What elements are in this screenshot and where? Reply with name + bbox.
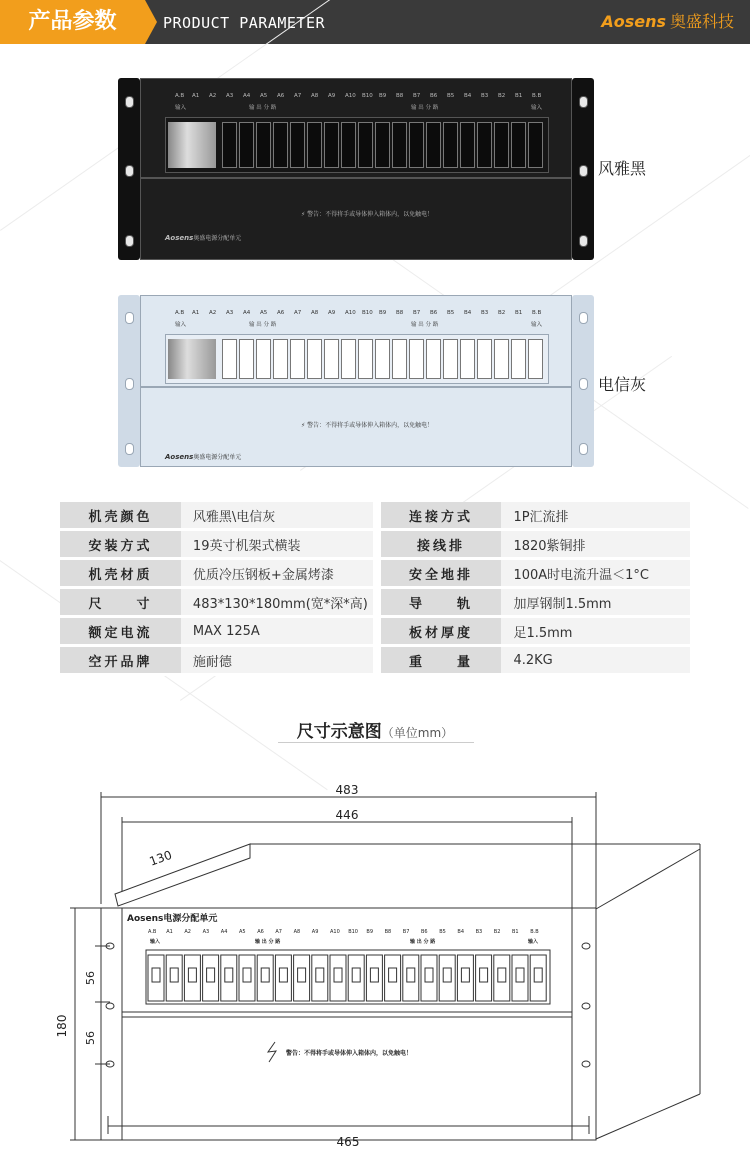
- dim-465-label: 465: [336, 1135, 360, 1149]
- breaker-slot: [375, 122, 390, 168]
- drawing-circuit-label: A5: [239, 929, 246, 935]
- output-word: 输入: [531, 105, 543, 111]
- mount-hole: [125, 443, 134, 455]
- circuit-label: A1: [192, 93, 200, 99]
- color-label-grey: 电信灰: [598, 375, 647, 394]
- spec-value: 1820紫铜排: [501, 531, 690, 560]
- drawing-warning-text: 警告：不得将手或导体伸入箱体内，以免触电！: [286, 1050, 413, 1057]
- breaker-slot: [324, 122, 339, 168]
- circuit-label: A.B: [175, 93, 185, 99]
- breaker-slot: [460, 339, 475, 379]
- breaker-slot: [239, 122, 254, 168]
- circuit-label: A6: [277, 93, 285, 99]
- drawing-circuit-label: A1: [166, 929, 173, 935]
- circuit-label: B8: [396, 310, 404, 316]
- circuit-label: A7: [294, 310, 302, 316]
- header-arrow: [145, 0, 157, 44]
- circuit-label: A6: [277, 310, 285, 316]
- breaker-slot: [511, 122, 526, 168]
- drawing-circuit-label: B1: [512, 929, 519, 935]
- spec-value: 加厚钢制1.5mm: [501, 589, 690, 618]
- drawing-breaker: [312, 955, 328, 1001]
- circuit-label: A10: [345, 310, 356, 316]
- drawing-circuit-label: B10: [348, 929, 358, 935]
- drawing-circuit-label: A7: [275, 929, 283, 935]
- breaker-slot: [426, 339, 441, 379]
- mount-hole: [579, 378, 588, 390]
- spec-row: [60, 589, 690, 618]
- panel-divider: [141, 177, 571, 179]
- mount-hole: [579, 165, 588, 177]
- drawing-breaker: [530, 955, 546, 1001]
- circuit-label: B.B: [532, 93, 542, 99]
- breaker-slot: [273, 339, 288, 379]
- panel-divider: [141, 386, 571, 388]
- drawing-circuit-label: B.B: [530, 929, 539, 935]
- output-word: 输入: [531, 322, 543, 328]
- spec-key: 连接方式: [381, 502, 502, 531]
- drawing-breaker: [366, 955, 382, 1001]
- drawing-breaker: [203, 955, 219, 1001]
- drawing-breaker: [348, 955, 364, 1001]
- drawing-breaker: [330, 955, 346, 1001]
- mount-hole: [579, 443, 588, 455]
- breaker-slot: [443, 122, 458, 168]
- breaker-slot: [426, 122, 441, 168]
- circuit-label: A10: [345, 93, 356, 99]
- breaker-slot: [307, 339, 322, 379]
- drawing-circuit-label: B6: [421, 929, 428, 935]
- circuit-label: B1: [515, 93, 523, 99]
- output-group-label: 输 出 分 路: [411, 322, 439, 328]
- breaker-slot: [392, 339, 407, 379]
- drawing-circuit-label: A4: [220, 929, 228, 935]
- panel-brand: Aosens奥盛电源分配单元: [165, 234, 242, 242]
- drawing-breaker: [403, 955, 419, 1001]
- circuit-label: B8: [396, 93, 404, 99]
- breaker-slots: [222, 122, 545, 168]
- spec-key: 安全地排: [381, 560, 502, 589]
- circuit-label: B4: [464, 93, 472, 99]
- header-title-cn: 产品参数: [0, 0, 145, 44]
- spec-table: [60, 502, 690, 676]
- rack-ear-left: [118, 295, 140, 467]
- drawing-circuit-label: A8: [293, 929, 301, 935]
- output-group-label: 输 出 分 路: [411, 105, 439, 111]
- drawing-breaker: [221, 955, 237, 1001]
- circuit-label: A2: [209, 310, 217, 316]
- header-brand-en: Aosens: [601, 12, 666, 31]
- drawing-circuit-label: B4: [457, 929, 465, 935]
- dim-56-label-top: 56: [84, 971, 97, 985]
- input-word: 输入: [175, 322, 187, 328]
- spec-value: 1P汇流排: [501, 502, 690, 531]
- circuit-label: A3: [226, 93, 234, 99]
- spec-key: 额定电流: [60, 618, 181, 647]
- rack-ear-left: [118, 78, 140, 260]
- breaker-slot: [392, 122, 407, 168]
- drawing-group-label: 输 出 分 路: [255, 939, 281, 945]
- breaker-slot: [290, 122, 305, 168]
- drawing-breaker: [494, 955, 510, 1001]
- drawing-breaker: [476, 955, 492, 1001]
- page-header: [0, 0, 750, 44]
- circuit-label: B7: [413, 93, 421, 99]
- circuit-label: B6: [430, 93, 438, 99]
- drawing-breaker: [166, 955, 182, 1001]
- drawing-breaker: [275, 955, 291, 1001]
- circuit-label: B.B: [532, 310, 542, 316]
- mount-hole: [125, 378, 134, 390]
- rack-ear-right: [572, 78, 594, 260]
- spec-key: 尺 寸: [60, 589, 181, 618]
- spec-gap: [373, 647, 381, 676]
- rack-ear-right: [572, 295, 594, 467]
- circuit-label: B9: [379, 93, 387, 99]
- color-label-black: 风雅黑: [598, 159, 647, 178]
- drawing-breaker: [439, 955, 455, 1001]
- circuit-label: B4: [464, 310, 472, 316]
- breaker-slot: [324, 339, 339, 379]
- drawing-circuit-label: A3: [202, 929, 210, 935]
- drawing-circuit-label: B9: [366, 929, 374, 935]
- breaker-slot: [307, 122, 322, 168]
- front-panel: [101, 908, 596, 1140]
- breaker-slot: [528, 122, 543, 168]
- depth-bar: [115, 844, 250, 906]
- breaker-slot: [477, 339, 492, 379]
- drawing-breaker: [294, 955, 310, 1001]
- spec-row: [60, 531, 690, 560]
- spec-key: 安装方式: [60, 531, 181, 560]
- output-group-label: 输 出 分 路: [249, 322, 277, 328]
- breaker-slot: [341, 339, 356, 379]
- output-group-label: 输 出 分 路: [249, 105, 277, 111]
- circuit-label: A5: [260, 310, 268, 316]
- mount-hole: [579, 312, 588, 324]
- drawing-group-label: 输入: [150, 939, 161, 945]
- warning-text: ⚡ 警告：不得将手或导体伸入箱体内，以免触电！: [301, 211, 434, 218]
- circuit-label: A9: [328, 93, 336, 99]
- spec-value: 施耐德: [181, 647, 373, 676]
- drawing-breaker: [385, 955, 401, 1001]
- mount-hole: [579, 235, 588, 247]
- breaker-slot: [358, 339, 373, 379]
- spec-value: 足1.5mm: [501, 618, 690, 647]
- breaker-slot: [256, 122, 271, 168]
- drawing-circuit-label: A6: [257, 929, 264, 935]
- breaker-slot: [460, 122, 475, 168]
- drawing-circuit-label: A.B: [148, 929, 157, 935]
- breaker-slot-area: [165, 117, 549, 173]
- panel-brand: Aosens奥盛电源分配单元: [165, 453, 242, 461]
- dim-130-label: 130: [147, 847, 174, 869]
- breaker-slot: [409, 122, 424, 168]
- spec-key: 机壳材质: [60, 560, 181, 589]
- circuit-label: B10: [362, 310, 373, 316]
- circuit-label: B2: [498, 93, 506, 99]
- circuit-label: A8: [311, 310, 319, 316]
- circuit-label: B2: [498, 310, 506, 316]
- din-rail: [168, 122, 216, 168]
- header-brand-cn: 奥盛科技: [669, 12, 734, 31]
- drawing-breaker: [148, 955, 164, 1001]
- drawing-breaker: [257, 955, 273, 1001]
- circuit-label: B10: [362, 93, 373, 99]
- mount-hole: [125, 165, 134, 177]
- warning-text: ⚡ 警告：不得将手或导体伸入箱体内，以免触电！: [301, 422, 434, 429]
- circuit-label: B5: [447, 93, 455, 99]
- dimension-drawing: [0, 754, 750, 1154]
- circuit-label: A9: [328, 310, 336, 316]
- spec-value: 优质冷压钢板+金属烤漆: [181, 560, 373, 589]
- spec-key: 空开品牌: [60, 647, 181, 676]
- dimension-title-text: 尺寸示意图: [296, 722, 382, 742]
- spec-row: [60, 560, 690, 589]
- mount-hole: [125, 312, 134, 324]
- spec-gap: [373, 618, 381, 647]
- circuit-label: A8: [311, 93, 319, 99]
- breaker-slot: [375, 339, 390, 379]
- drawing-unit-name: Aosens电源分配单元: [127, 914, 218, 924]
- spec-key: 重 量: [381, 647, 502, 676]
- product-image-black: [118, 78, 594, 260]
- dim-483-label: 483: [335, 783, 359, 797]
- breaker-slot: [273, 122, 288, 168]
- circuit-label: B3: [481, 310, 489, 316]
- breaker-slot: [528, 339, 543, 379]
- spec-row: [60, 647, 690, 676]
- spec-value: 19英寸机架式横装: [181, 531, 373, 560]
- drawing-breaker: [184, 955, 200, 1001]
- breaker-slot: [239, 339, 254, 379]
- spec-value: 4.2KG: [501, 647, 690, 676]
- breaker-slot-area: [165, 334, 549, 384]
- spec-row: [60, 618, 690, 647]
- drawing-circuit-label: B5: [439, 929, 446, 935]
- breaker-slot: [477, 122, 492, 168]
- breaker-slot: [511, 339, 526, 379]
- drawing-circuit-label: B2: [493, 929, 501, 935]
- spec-value: 483*130*180mm(宽*深*高): [181, 589, 373, 618]
- dimension-title: [0, 717, 750, 742]
- din-rail: [168, 339, 216, 379]
- spec-key: 机壳颜色: [60, 502, 181, 531]
- drawing-circuit-label: B3: [475, 929, 483, 935]
- drawing-breaker: [457, 955, 473, 1001]
- panel-body: [140, 295, 572, 467]
- breaker-slot: [341, 122, 356, 168]
- dim-180-label: 180: [55, 1014, 69, 1038]
- drawing-circuit-label: B8: [384, 929, 392, 935]
- dimension-unit: （单位mm）: [381, 726, 454, 740]
- circuit-label: A4: [243, 310, 251, 316]
- breaker-slot: [494, 339, 509, 379]
- spec-row: [60, 502, 690, 531]
- drawing-circuit-label: A9: [311, 929, 319, 935]
- spec-gap: [373, 531, 381, 560]
- breaker-slot: [358, 122, 373, 168]
- breaker-slot: [222, 122, 237, 168]
- drawing-breaker: [239, 955, 255, 1001]
- drawing-group-label: 输入: [528, 939, 539, 945]
- mount-hole: [125, 96, 134, 108]
- breaker-slot: [222, 339, 237, 379]
- drawing-group-label: 输 出 分 路: [410, 939, 436, 945]
- circuit-label: B5: [447, 310, 455, 316]
- spec-key: 接线排: [381, 531, 502, 560]
- product-image-grey: [118, 295, 594, 467]
- breaker-slot: [409, 339, 424, 379]
- breaker-slot: [290, 339, 305, 379]
- circuit-label: A5: [260, 93, 268, 99]
- circuit-label: B7: [413, 310, 421, 316]
- circuit-label: A4: [243, 93, 251, 99]
- spec-value: 100A时电流升温＜1°C: [501, 560, 690, 589]
- dim-446-label: 446: [335, 808, 359, 822]
- breaker-slots: [222, 339, 545, 379]
- circuit-label: B3: [481, 93, 489, 99]
- spec-gap: [373, 589, 381, 618]
- circuit-label: A1: [192, 310, 200, 316]
- spec-value: MAX 125A: [181, 618, 373, 647]
- breaker-slot: [256, 339, 271, 379]
- drawing-breaker: [421, 955, 437, 1001]
- spec-key: 导 轨: [381, 589, 502, 618]
- header-title-en: PRODUCT PARAMETER: [163, 14, 326, 32]
- drawing-circuit-label: A2: [184, 929, 192, 935]
- header-brand: [601, 0, 734, 44]
- circuit-label: B9: [379, 310, 387, 316]
- circuit-label: A7: [294, 93, 302, 99]
- panel-body: [140, 78, 572, 260]
- breaker-slot: [494, 122, 509, 168]
- drawing-breaker: [512, 955, 528, 1001]
- mount-hole: [125, 235, 134, 247]
- spec-key: 板材厚度: [381, 618, 502, 647]
- circuit-label: A3: [226, 310, 234, 316]
- breaker-slot: [443, 339, 458, 379]
- circuit-label: A.B: [175, 310, 185, 316]
- input-word: 输入: [175, 105, 187, 111]
- drawing-circuit-label: B7: [402, 929, 410, 935]
- circuit-label: A2: [209, 93, 217, 99]
- dimension-title-underline: [278, 742, 474, 743]
- circuit-label: B1: [515, 310, 523, 316]
- spec-gap: [373, 502, 381, 531]
- spec-gap: [373, 560, 381, 589]
- dim-56-label-bottom: 56: [84, 1031, 97, 1045]
- drawing-circuit-label: A10: [330, 929, 340, 935]
- circuit-label: B6: [430, 310, 438, 316]
- spec-value: 风雅黑\电信灰: [181, 502, 373, 531]
- mount-hole: [579, 96, 588, 108]
